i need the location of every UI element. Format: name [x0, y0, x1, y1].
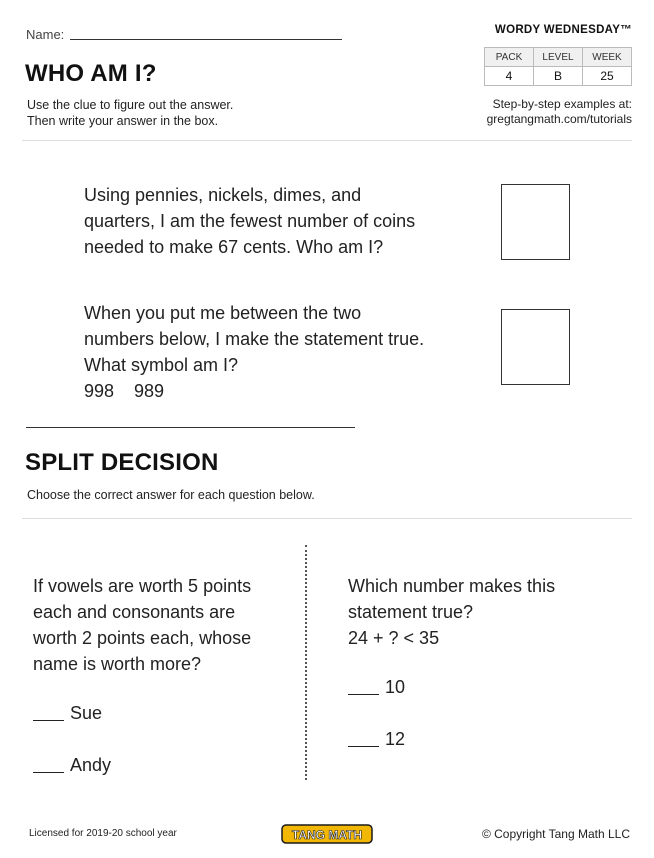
choice-blank[interactable] — [33, 772, 64, 773]
tutorial-note-line: Step-by-step examples at: — [492, 97, 632, 111]
choice-blank[interactable] — [348, 694, 379, 695]
section-divider — [22, 518, 632, 519]
question-line: numbers below, I make the statement true. — [84, 329, 425, 349]
split-question-right — [348, 573, 555, 651]
question-line: When you put me between the two — [84, 303, 362, 323]
question-line: needed to make 67 cents. Who am I? — [84, 237, 384, 257]
choice-label: Andy — [70, 755, 112, 775]
choice-blank[interactable] — [33, 720, 64, 721]
choice-sue[interactable] — [33, 703, 102, 724]
info-table — [484, 47, 632, 86]
split-decision-instructions: Choose the correct answer for each question below. — [27, 488, 315, 502]
column-divider — [305, 545, 307, 780]
question-line: statement true? — [348, 602, 474, 622]
question-line: Using pennies, nickels, dimes, and — [84, 185, 362, 205]
tutorial-link[interactable]: gregtangmath.com/tutorials — [486, 112, 632, 126]
question-line: What symbol am I? — [84, 355, 239, 375]
question-line: Which number makes this — [348, 576, 556, 596]
name-field[interactable] — [70, 39, 342, 40]
split-question-left — [33, 573, 251, 677]
choice-12[interactable] — [348, 729, 405, 750]
choice-andy[interactable] — [33, 755, 111, 776]
question-line: quarters, I am the fewest number of coins — [84, 211, 416, 231]
answer-box-2[interactable] — [501, 309, 570, 385]
info-header-pack: PACK — [485, 48, 534, 67]
info-header-week: WEEK — [583, 48, 632, 67]
instruction-line: Then write your answer in the box. — [27, 114, 219, 128]
brand-title: WORDY WEDNESDAY™ — [494, 24, 632, 36]
tutorial-note — [487, 97, 632, 127]
question-expression: 24 + ? < 35 — [348, 628, 440, 648]
choice-label: 12 — [385, 729, 406, 749]
who-am-i-title: WHO AM I? — [25, 60, 157, 87]
question-numbers: 998 989 — [84, 381, 165, 401]
split-decision-title: SPLIT DECISION — [25, 449, 219, 476]
choice-label: 10 — [385, 677, 406, 697]
info-header-level: LEVEL — [534, 48, 583, 67]
question-line: each and consonants are — [33, 602, 236, 622]
copyright-text: © Copyright Tang Math LLC — [481, 827, 630, 841]
info-value-pack: 4 — [485, 67, 534, 86]
section-separator-line — [26, 427, 355, 428]
question-line: worth 2 points each, whose — [33, 628, 252, 648]
question-line: name is worth more? — [33, 654, 202, 674]
tang-math-logo — [280, 822, 374, 846]
choice-label: Sue — [70, 703, 103, 723]
info-value-week: 25 — [583, 67, 632, 86]
choice-blank[interactable] — [348, 746, 379, 747]
who-am-i-question-1 — [84, 182, 415, 260]
logo-text: TANG MATH — [291, 828, 363, 842]
name-label: Name: — [26, 27, 65, 42]
question-line: If vowels are worth 5 points — [33, 576, 252, 596]
choice-10[interactable] — [348, 677, 405, 698]
license-text: Licensed for 2019-20 school year — [29, 828, 177, 839]
who-am-i-question-2 — [84, 300, 424, 404]
answer-box-1[interactable] — [501, 184, 570, 260]
info-value-level: B — [534, 67, 583, 86]
instruction-line: Use the clue to figure out the answer. — [27, 98, 234, 112]
section-divider — [22, 140, 632, 141]
who-am-i-instructions — [27, 97, 233, 129]
